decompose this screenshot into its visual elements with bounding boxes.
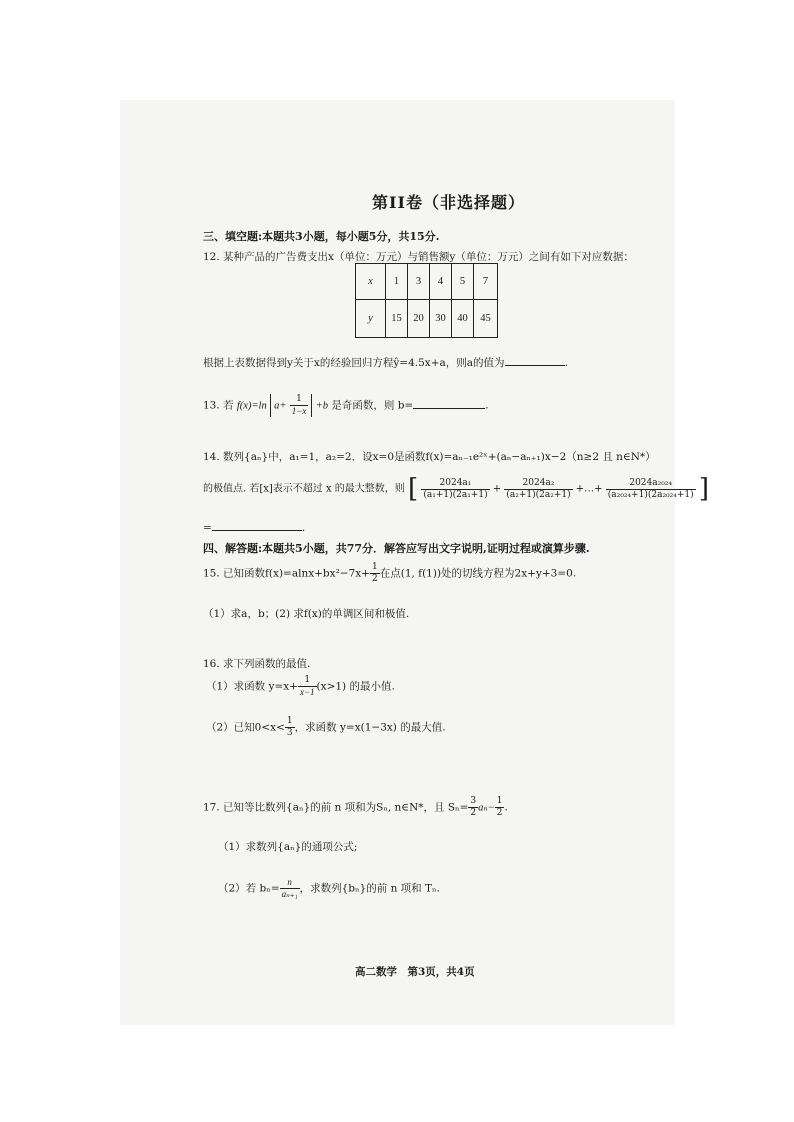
frac-num: 1	[298, 675, 317, 687]
frac-den: 2	[496, 808, 503, 818]
q14-answer-line	[203, 518, 305, 534]
frac-num: 3	[470, 796, 477, 806]
answer-blank	[212, 518, 302, 531]
frac-den: 3	[286, 728, 293, 738]
frac-num: 2024a₂₀₂₄	[606, 478, 696, 490]
q14-end: .	[301, 522, 306, 534]
q16-p2-suffix: ，求函数 y=x(1−3x) 的最大值.	[294, 721, 446, 734]
q17-frac1	[468, 796, 478, 819]
q13-prefix: 13. 若	[203, 399, 234, 412]
frac-den: x−1	[299, 687, 315, 697]
q17-prefix: 17. 已知等比数列{aₙ}的前 n 项和为Sₙ, n∈N*，且 Sₙ=	[203, 801, 469, 814]
q12-after	[203, 353, 568, 370]
frac-num: 2024a₁	[421, 478, 489, 490]
q16-p2-frac	[285, 716, 295, 739]
frac-den: 2	[470, 808, 477, 818]
frac-den: 2	[372, 574, 378, 584]
q13-end: .	[485, 399, 489, 412]
q14-ellipsis: +…+	[575, 483, 603, 495]
table-cell: 45	[474, 300, 498, 338]
frac-num: 2024a₂	[504, 478, 572, 490]
q17-end: .	[504, 801, 508, 814]
q14-frac1	[421, 478, 489, 501]
page-title: 第II卷（非选择题）	[372, 193, 525, 212]
q13-line	[203, 394, 489, 417]
q13-abs	[270, 394, 312, 417]
frac-den: aₙ₊₁	[281, 889, 298, 899]
table-cell: 5	[452, 264, 474, 300]
q15-suffix: 在点(1, f(1))处的切线方程为2x+y+3=0.	[379, 567, 577, 580]
q14-line2: 的极值点. 若[x]表示不超过 x 的最大整数，则 [ $\frac{\text{2024a₁}}{\text{(a₁+1)(2a₁+1)}}$ + $\frac{\text{2024a₂}}{\text{(a₂+1)(2a₂+1)}}$ +…+ $\frac{\text{2024a₂₀₂₄}}{\text{(a₂₀₂₄+1)(2a₂₀₂₄+1)}}$ ]	[203, 474, 709, 504]
table-cell: 1	[386, 264, 408, 300]
q13-expr-right: +b	[315, 400, 329, 412]
frac-den: (a₂₀₂₄+1)(2a₂₀₂₄+1)	[607, 489, 694, 500]
q16-p1-suffix: (x>1) 的最小值.	[316, 680, 395, 693]
table-cell: 3	[408, 264, 430, 300]
table-cell: 20	[408, 300, 430, 338]
q16-part1	[206, 675, 395, 698]
q17-p2-frac	[280, 877, 300, 900]
q13-suffix: 是奇函数，则 b=	[331, 399, 414, 412]
table-cell: 4	[430, 264, 452, 300]
q13-abs-a: a+	[274, 400, 287, 412]
q12-text: 12. 某种产品的广告费支出x（单位：万元）与销售额y（单位：万元）之间有如下对应数据：	[203, 251, 634, 263]
frac-num: 1	[372, 562, 378, 572]
q13-fraction	[290, 394, 309, 417]
q17-line1	[203, 796, 508, 819]
q17-part1: （1）求数列{aₙ}的通项公式;	[218, 841, 358, 853]
floor-bracket-left: [	[407, 474, 419, 504]
q17-p2-prefix: （2）若 bₙ=	[218, 882, 280, 895]
q17-part2	[218, 877, 440, 900]
q16-p1-frac	[298, 675, 317, 698]
table-cell: 30	[430, 300, 452, 338]
q14-eq: =	[203, 522, 212, 534]
frac-num: 1	[496, 796, 503, 806]
q16-part2	[206, 716, 446, 739]
table-cell: 15	[386, 300, 408, 338]
q16-p2-prefix: （2）已知0<x<	[206, 721, 285, 734]
q14-frac3	[606, 478, 696, 501]
table-x-label: x	[356, 264, 386, 300]
frac-den: 1−x	[291, 406, 307, 416]
q12-data-table	[355, 263, 498, 338]
table-cell: 40	[452, 300, 474, 338]
q17-p2-suffix: ，求数列{bₙ}的前 n 项和 Tₙ.	[299, 882, 440, 895]
q13-expr-left: f(x)=ln	[236, 400, 267, 412]
table-cell: 7	[474, 264, 498, 300]
q16-p1-prefix: （1）求函数 y=x+	[206, 680, 298, 693]
q17-mid: aₙ−	[478, 802, 495, 814]
q14-line1: 14. 数列{aₙ}中，a₁=1，a₂=2．设x=0是函数f(x)=aₙ₋₁e²ˣ+(aₙ−aₙ₊₁)x−2（n≥2 且 n∈N*）	[203, 451, 656, 463]
q12-after-text: 根据上表数据得到y关于x的经验回归方程ŷ=4.5x+a，则a的值为	[203, 357, 505, 369]
q17-frac2	[495, 796, 508, 819]
section3-heading: 三、填空题:本题共3小题，每小题5分，共15分.	[203, 230, 440, 243]
page-footer: 高二数学 第3页，共4页	[355, 966, 475, 978]
answer-blank	[505, 353, 565, 366]
q15-line1	[203, 562, 576, 585]
frac-num: 1	[290, 394, 309, 406]
frac-num: n	[280, 877, 300, 889]
answer-blank	[413, 396, 485, 409]
q14-line2-prefix: 的极值点. 若[x]表示不超过 x 的最大整数，则	[203, 483, 405, 495]
table-y-label: y	[356, 300, 386, 338]
frac-den: (a₂+1)(2a₂+1)	[506, 489, 571, 500]
q15-half	[370, 562, 380, 585]
q12-end: .	[564, 357, 568, 369]
floor-bracket-right: ]	[698, 474, 709, 504]
frac-den: (a₁+1)(2a₁+1)	[423, 489, 488, 500]
q15-prefix: 15. 已知函数f(x)=alnx+bx²−7x+	[203, 567, 370, 580]
section4-heading: 四、解答题:本题共5小题，共77分．解答应写出文字说明,证明过程或演算步骤.	[203, 542, 590, 555]
q15-line2: （1）求a，b；(2) 求f(x)的单调区间和极值.	[203, 608, 410, 620]
q14-frac2	[504, 478, 572, 501]
frac-num: 1	[286, 716, 293, 726]
q16-line1: 16. 求下列函数的最值.	[203, 658, 311, 670]
